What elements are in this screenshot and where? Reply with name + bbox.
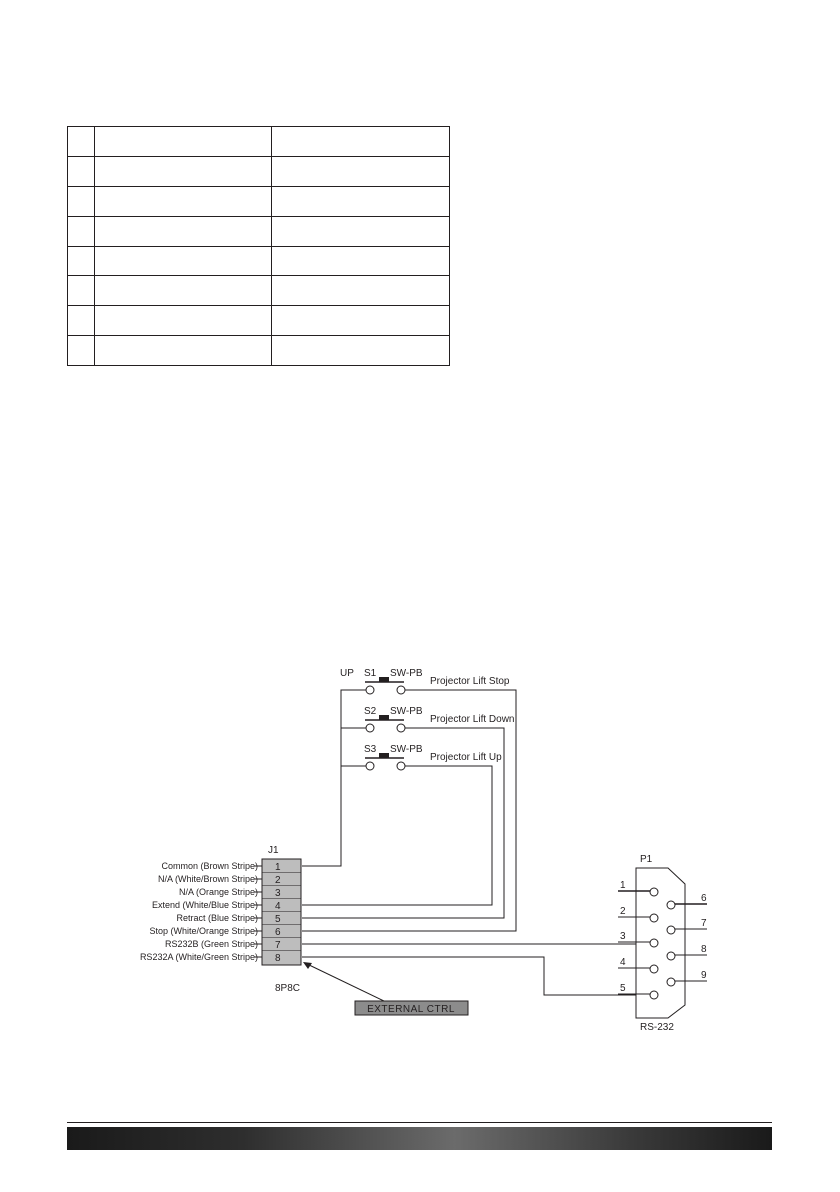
j1-pin-label: RS232A (White/Green Stripe) <box>139 952 258 962</box>
switch-s3-type: SW-PB <box>390 744 423 755</box>
switch-s1-type: SW-PB <box>390 668 423 679</box>
switch-s1-description: Projector Lift Stop <box>430 676 510 687</box>
external-ctrl-label: EXTERNAL CTRL <box>367 1004 455 1015</box>
p1-pin-number: 7 <box>701 918 707 929</box>
j1-pin-label: Extend (White/Blue Stripe) <box>151 900 258 910</box>
p1-pin-hole <box>650 939 658 947</box>
j1-pin-number: 8 <box>275 953 281 964</box>
p1-pin-hole <box>650 888 658 896</box>
switch-s1-prefix: UP <box>340 668 354 679</box>
wiring <box>302 690 651 995</box>
p1-pin-hole <box>667 926 675 934</box>
p1-pin-number: 8 <box>701 944 707 955</box>
switch-s3-ref: S3 <box>364 744 377 755</box>
switch-s3-plunger-cap <box>379 753 389 758</box>
j1-pin-label: N/A (White/Brown Stripe) <box>157 874 258 884</box>
external-ctrl-callout <box>303 962 468 1015</box>
j1-pin-label: Common (Brown Stripe) <box>161 861 258 871</box>
p1-pin-hole <box>650 991 658 999</box>
wire-stop <box>302 690 516 931</box>
footer-rule <box>67 1122 772 1123</box>
j1-pin-number: 4 <box>275 901 281 912</box>
wire-extend <box>302 766 492 905</box>
p1-pin-number: 6 <box>701 893 707 904</box>
switch-s3-terminal-right <box>397 762 405 770</box>
p1-pin-number: 5 <box>620 983 626 994</box>
p1-pin-number: 4 <box>620 957 626 968</box>
p1-pin-hole <box>667 952 675 960</box>
p1-pin-hole <box>650 914 658 922</box>
j1-pin-label: RS232B (Green Stripe) <box>164 939 258 949</box>
j1-pin-label: Retract (Blue Stripe) <box>176 913 258 923</box>
switch-s2-description: Projector Lift Down <box>430 714 515 725</box>
p1-pin-hole <box>667 978 675 986</box>
switch-s1-ref: S1 <box>364 668 377 679</box>
p1-type: RS-232 <box>640 1022 674 1033</box>
p1-pin-number: 2 <box>620 906 626 917</box>
j1-pin-number: 2 <box>275 875 281 886</box>
switch-s2-plunger-cap <box>379 715 389 720</box>
p1-ref: P1 <box>640 854 653 865</box>
switch-s2-type: SW-PB <box>390 706 423 717</box>
switch-s1-terminal-right <box>397 686 405 694</box>
wire-common <box>302 690 366 866</box>
j1-pin-label: N/A (Orange Stripe) <box>178 887 258 897</box>
switch-s3-terminal-left <box>366 762 374 770</box>
j1-body <box>262 859 301 965</box>
j1-pin-number: 1 <box>275 862 281 873</box>
j1-type: 8P8C <box>275 983 301 994</box>
j1-pin-label: Stop (White/Orange Stripe) <box>149 926 258 936</box>
callout-leader <box>305 963 386 1002</box>
j1-pin-number: 5 <box>275 914 281 925</box>
p1-pin-number: 1 <box>620 880 626 891</box>
switch-s2-ref: S2 <box>364 706 377 717</box>
p1-pin-number: 3 <box>620 931 626 942</box>
switch-s2-terminal-right <box>397 724 405 732</box>
j1-pin-number: 7 <box>275 940 281 951</box>
switch-s1-plunger-cap <box>379 677 389 682</box>
j1-ref: J1 <box>268 845 279 856</box>
p1-pin-number: 9 <box>701 970 707 981</box>
switch-s3-description: Projector Lift Up <box>430 752 502 763</box>
connector-j1 <box>140 845 301 994</box>
j1-pin-number: 3 <box>275 888 281 899</box>
p1-pin-hole <box>650 965 658 973</box>
footer-bar <box>67 1127 772 1150</box>
wire-rs232a <box>302 957 651 995</box>
switch-s2-terminal-left <box>366 724 374 732</box>
p1-pin-hole <box>667 901 675 909</box>
j1-pin-number: 6 <box>275 927 281 938</box>
switch-s1-terminal-left <box>366 686 374 694</box>
